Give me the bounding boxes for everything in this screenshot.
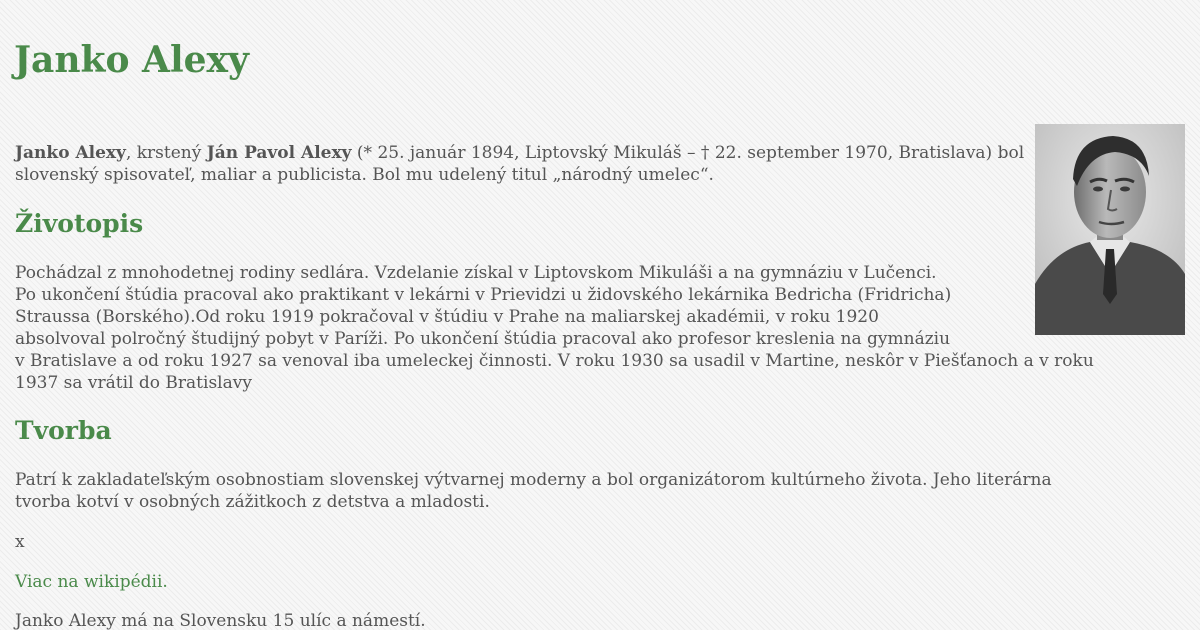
streets-text: Janko Alexy má na Slovensku 15 ulíc a námestí.: [15, 611, 426, 630]
heading-zivotopis: Životopis: [15, 209, 144, 238]
bio-line: v Bratislave a od roku 1927 sa venoval iba umeleckej činnosti. V roku 1930 sa usadil v Martine, neskôr v Piešťanoch a v roku: [15, 351, 1094, 371]
x-text: x: [15, 532, 25, 552]
bio-line: 1937 sa vrátil do Bratislavy: [15, 373, 252, 393]
intro-rest: (* 25. január 1894, Liptovský Mikuláš – † 22. september 1970, Bratislava) bol slovenský spisovateľ, maliar a publicista. Bol mu udelený titul „národný umelec“.: [15, 143, 1025, 185]
page-title: Janko Alexy: [14, 39, 249, 81]
bio-line: absolvoval polročný študijný pobyt v Paríži. Po ukončení štúdia pracoval ako profesor kreslenia na gymnáziu: [15, 329, 951, 349]
work-paragraph: [15, 469, 1185, 513]
work-line: tvorba kotví v osobných zážitkoch z detstva a mladosti.: [15, 492, 490, 512]
wikipedia-link[interactable]: Viac na wikipédii.: [15, 572, 168, 592]
intro-sep: , krstený: [125, 143, 207, 163]
bio-line: Straussa (Borského).Od roku 1919 pokračoval v štúdiu v Prahe na maliarskej akadémii, v roku 1920: [15, 307, 879, 327]
bio-paragraph: [15, 262, 1185, 394]
intro-full-name: Ján Pavol Alexy: [206, 143, 352, 163]
intro-name: Janko Alexy: [15, 143, 126, 163]
bio-line: Po ukončení štúdia pracoval ako praktikant v lekárni v Prievidzi u židovského lekárnika Bedricha (Fridricha): [15, 285, 952, 305]
intro-paragraph: [15, 142, 1025, 186]
heading-tvorba: Tvorba: [15, 416, 112, 445]
bio-line: Pochádzal z mnohodetnej rodiny sedlára. Vzdelanie získal v Liptovskom Mikuláši a na gymnáziu v Lučenci.: [15, 263, 937, 283]
work-line: Patrí k zakladateľským osobnostiam slovenskej výtvarnej moderny a bol organizátorom kultúrneho života. Jeho literárna: [15, 470, 1052, 490]
